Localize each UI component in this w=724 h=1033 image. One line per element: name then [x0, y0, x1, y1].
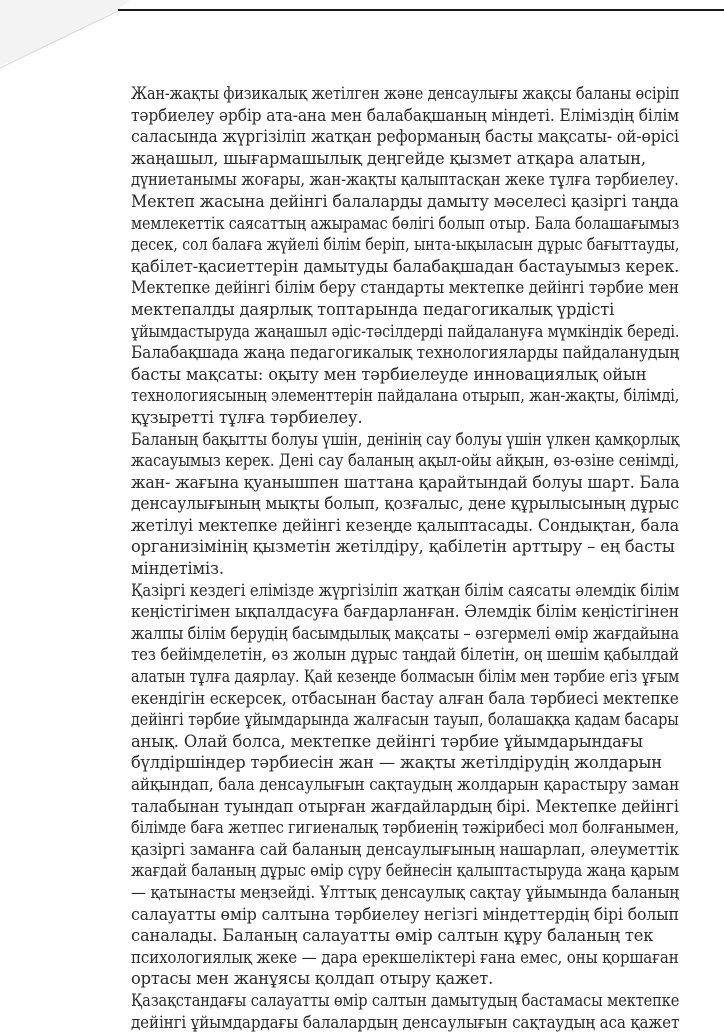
text-line: Мектепке дейінгі білім беру стандарты мектепке дейінгі тәрбие мен [131, 278, 679, 298]
text-line: тез бейімделетін, өз жолын дұрыс таңдай білетін, оң шешім қабылдай [131, 645, 679, 665]
text-line: басты мақсаты: оқыту мен тәрбиелеуде инновациялық ойын [131, 364, 647, 384]
text-line: білімде баға жетпес гигиеналық тәрбиенің тәжірибесі мол болғанымен, [131, 818, 680, 838]
text-line: ұйымдастыруда жаңашыл әдіс-тәсілдерді пайдалануға мүмкіндік береді. [131, 321, 680, 341]
text-line: — қатынасты меңзейді. Ұлттық денсаулық сақтау ұйымында баланың [131, 882, 679, 902]
text-line: денсаулығының мықты болып, қозғалыс, дене құрылысының дұрыс [131, 494, 679, 514]
text-line: Қазақстандағы салауатты өмір салтын дамытудың бастамасы мектепке [131, 990, 680, 1010]
text-line: дейінгі ұйымдардағы балалардың денсаулығын сақтаудың аса қажет [131, 1012, 680, 1032]
text-line: десек, сол балаға жүйелі білім беріп, ынта-ықыласын дұрыс бағыттауды, [131, 235, 680, 255]
text-line: алатын тұлға даярлау. Қай кезеңде болмасын білім мен тәрбие егіз ұғым [131, 667, 680, 687]
text-line: мемлекеттік саясаттың ажырамас бөлігі болып отыр. Бала болашағымыз [131, 213, 680, 233]
text-line: жалпы білім берудің басымдылық мақсаты – өзгермелі өмір жағдайына [131, 623, 679, 643]
text-line: анық. Олай болса, мектепке дейінгі тәрбие ұйымдарындағы [131, 731, 643, 751]
text-line: жетілуі мектепке дейінгі кезеңде қалыптасады. Сондықтан, бала [131, 515, 680, 535]
text-line: бүлдіршіндер тәрбиесін жан — жақты жетілдірудің жолдарын [131, 753, 662, 773]
text-line: жағдай баланың дұрыс өмір сүру бейнесін қалыптастыруда жаңа қарым [131, 861, 680, 881]
text-line: айқындап, бала денсаулығын сақтаудың жолдарын қарастыру заман [131, 775, 680, 794]
scan-edge-line [118, 9, 724, 11]
text-line: қазіргі заманға сай баланың денсаулығының нашарлап, әлеуметтік [131, 839, 679, 859]
page-corner-shadow [0, 0, 130, 70]
text-line: Қазіргі кездегі елімізде жүргізіліп жатқан білім саясаты әлемдік білім [131, 580, 680, 600]
text-line: организімінің қызметін жетілдіру, қабілетін арттыру – ең басты [131, 537, 675, 557]
text-line: психологиялық жеке — дара ерекшеліктері ғана емес, оны қоршаған [131, 947, 679, 967]
text-line: салауатты өмір салтына тәрбиелеу негізгі міндеттердің бірі болып [131, 904, 679, 924]
text-line: ортасы мен жанұясы қолдап отыру қажет. [131, 969, 494, 989]
text-line: саналады. Баланың салауатты өмір салтын құру баланың тек [131, 926, 654, 946]
text-line: Мектеп жасына дейінгі балаларды дамыту мәселесі қазіргі таңда [131, 191, 679, 211]
text-line: жаңашыл, шығармашылық деңгейде қызмет атқара алатын, [131, 148, 646, 168]
text-line: дейінгі тәрбие ұйымдарында жалғасын тауып, болашаққа қадам басары [131, 710, 679, 730]
text-line: Жан-жақты физикалық жетілген және денсаулығы жақсы баланы өсіріп [131, 84, 680, 103]
text-line: дүниетанымы жоғары, жан-жақты қалыптасқан жеке тұлға тәрбиелеу. [131, 170, 679, 190]
text-line: технологиясының элементтерін пайдалана отырып, жан-жақты, білімді, [131, 386, 680, 406]
text-line: саласында жүргізіліп жатқан реформаның басты мақсаты- ой-өрісі [131, 127, 679, 147]
text-line: мектепалды даярлық топтарында педагогикалық үрдісті [131, 299, 615, 319]
text-line: талабынан туындап отырған жағдайлардың бірі. Мектепке дейінгі [131, 796, 679, 816]
text-line: Балабақшада жаңа педагогикалық технологияларды пайдаланудың [131, 343, 680, 363]
text-line: жан- жағына қуанышпен шаттана қарайтындай болуы шарт. Бала [131, 472, 680, 492]
text-line: тәрбиелеу әрбір ата-ана мен балабақшаның міндеті. Еліміздің білім [131, 105, 680, 125]
text-line: екендігін ескерсек, отбасынан бастау алған бала тәрбиесі мектепке [131, 688, 679, 708]
text-line: құзыретті тұлға тәрбиелеу. [131, 407, 363, 427]
text-line: міндетіміз. [131, 559, 224, 579]
text-line: қабілет-қасиеттерін дамытуды балабақшадан бастауымыз керек. [131, 256, 680, 276]
text-line: кеңістігімен ықпалдасуға бағдарланған. Әлемдік білім кеңістігінен [131, 602, 680, 622]
text-line: Баланың бақытты болуы үшін, денінің сау болуы үшін үлкен қамқорлық [131, 429, 680, 449]
document-body [131, 83, 680, 1033]
text-line: жасауымыз керек. Дені сау баланың ақыл-ойы айқын, өз-өзіне сенімді, [131, 451, 680, 471]
